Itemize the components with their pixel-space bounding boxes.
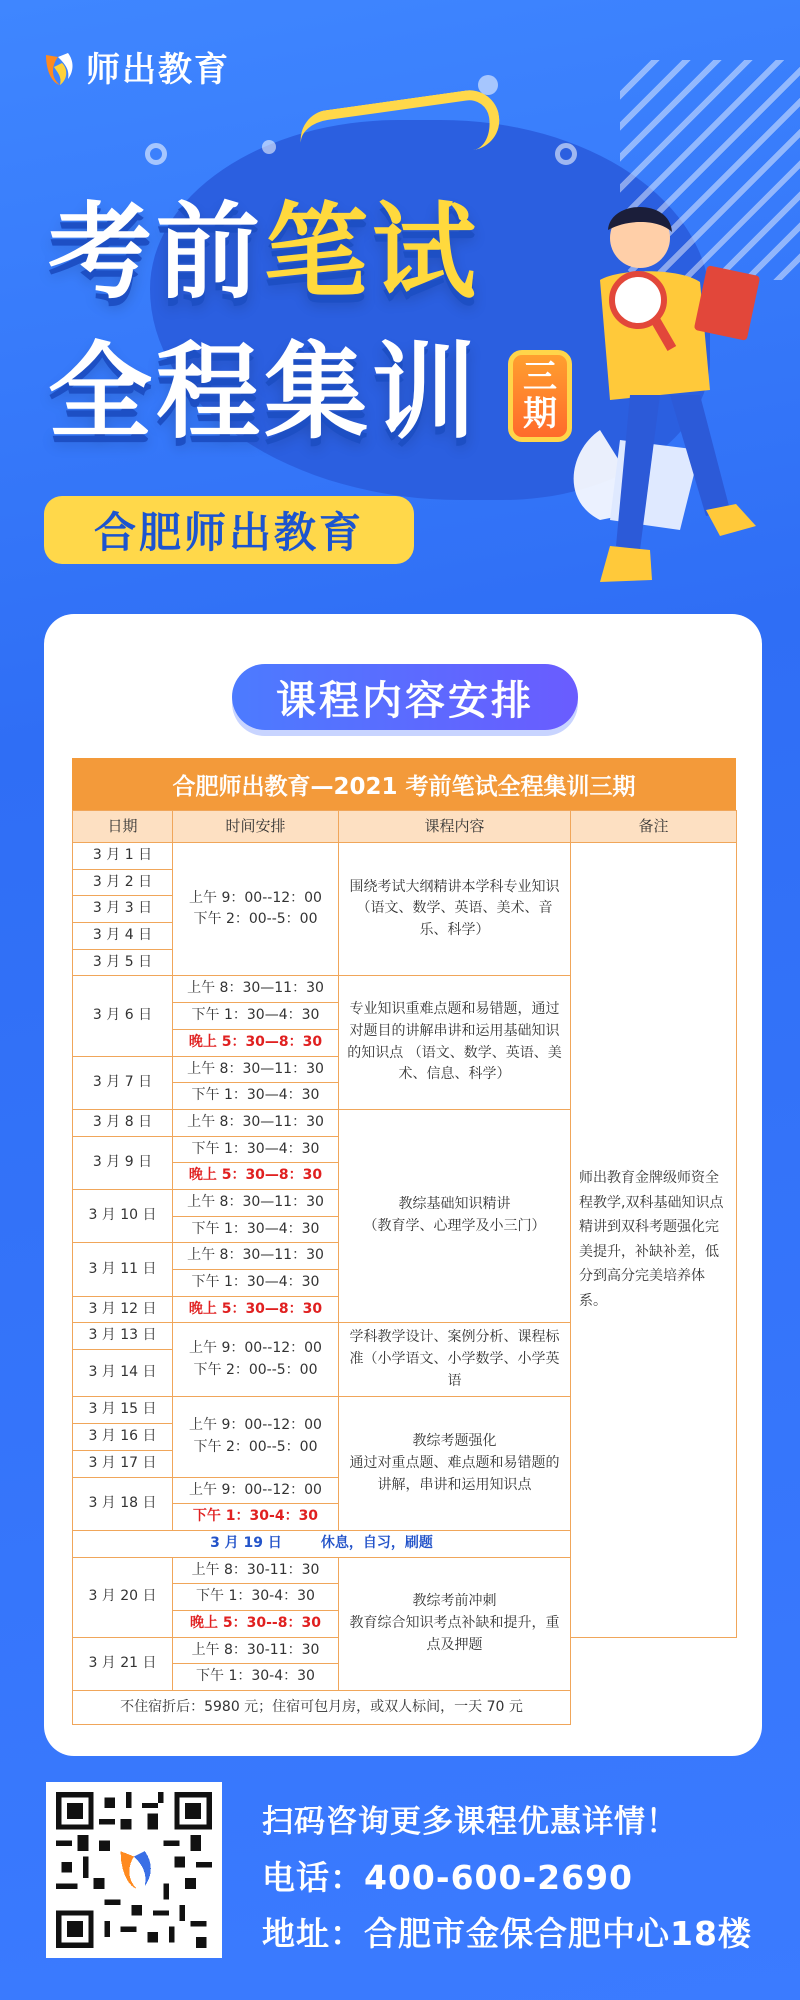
time-slot: 下午 2：00--5：00 (193, 1361, 318, 1378)
headline-line-1 (48, 191, 481, 313)
time-cell: 上午 8：30—11：30 (173, 1189, 339, 1216)
phase-badge-top: 三 (523, 356, 557, 397)
time-slot: 上午 9：00--12：00 (189, 889, 322, 906)
time-slot: 下午 2：00--5：00 (193, 1438, 318, 1455)
time-cell: 下午 1：30—4：30 (173, 1270, 339, 1297)
qr-code-icon (56, 1792, 212, 1948)
hero-banner (0, 0, 800, 640)
content-cell: 围绕考试大纲精讲本学科专业知识（语文、数学、英语、美术、音乐、科学） (339, 843, 571, 976)
time-cell: 上午 9：00--12：00 (173, 1477, 339, 1504)
content-cell (339, 1109, 571, 1323)
time-cell (173, 1397, 339, 1477)
time-cell: 下午 1：30—4：30 (173, 1003, 339, 1030)
headline-text: 考前 (48, 191, 265, 313)
time-slot: 下午 2：00--5：00 (193, 911, 318, 928)
time-cell: 下午 1：30—4：30 (173, 1083, 339, 1110)
headline-line-2: 全程集训 (48, 331, 481, 453)
time-slot: 上午 9：00--12：00 (189, 1417, 322, 1434)
phase-badge-bottom: 期 (523, 394, 557, 434)
schedule-table-wrapper (72, 758, 736, 1725)
schedule-table (72, 810, 737, 1725)
date-cell: 3 月 9 日 (73, 1136, 173, 1189)
brand-logo[interactable] (40, 42, 230, 91)
contact-address: 地址：合肥市金保合肥中心18楼 (262, 1914, 752, 1953)
header-date: 日期 (73, 811, 173, 843)
time-cell (173, 843, 339, 976)
content-line: （教育学、心理学及小三门） (363, 1218, 546, 1235)
content-line: 教育综合知识考点补缺和提升，重点及押题 (349, 1614, 560, 1653)
content-cell (339, 1397, 571, 1530)
date-cell: 3 月 10 日 (73, 1189, 173, 1242)
decorative-ring (555, 143, 577, 165)
date-cell: 3 月 8 日 (73, 1109, 173, 1136)
time-cell: 上午 8：30—11：30 (173, 1243, 339, 1270)
rest-text: 休息，自习，刷题 (320, 1534, 433, 1551)
header-content: 课程内容 (339, 811, 571, 843)
table-footer-row (73, 1691, 737, 1725)
flame-logo-icon (40, 47, 78, 87)
header-time: 时间安排 (173, 811, 339, 843)
content-cell (339, 1557, 571, 1690)
time-cell: 下午 1：30—4：30 (173, 1136, 339, 1163)
content-line: 通过对重点题、难点题和易错题的讲解，串讲和运用知识点 (349, 1454, 560, 1493)
content-line: 教综考前冲刺 (412, 1593, 497, 1610)
time-cell (173, 1323, 339, 1397)
date-cell: 3 月 3 日 (73, 896, 173, 923)
subtitle-pill: 合肥师出教育 (44, 496, 414, 564)
time-cell: 下午 1：30—4：30 (173, 1216, 339, 1243)
time-cell: 上午 8：30-11：30 (173, 1557, 339, 1584)
time-cell-evening: 晚上 5：30—8：30 (173, 1029, 339, 1056)
table-header-row (73, 811, 737, 843)
date-cell: 3 月 11 日 (73, 1243, 173, 1296)
content-line: 教综基础知识精讲 (398, 1196, 511, 1213)
contact-phone[interactable]: 电话：400-600-2690 (262, 1858, 634, 1897)
content-line: 教综考题强化 (412, 1433, 497, 1450)
date-cell: 3 月 15 日 (73, 1397, 173, 1424)
note-cell: 师出教育金牌级师资全程教学,双科基础知识点精讲到双科考题强化完美提升，补缺补差，低分到高分完美培养体系。 (571, 843, 737, 1638)
date-cell: 3 月 17 日 (73, 1450, 173, 1477)
brand-name: 师出教育 (86, 50, 230, 90)
date-cell: 3 月 20 日 (73, 1557, 173, 1637)
date-cell: 3 月 18 日 (73, 1477, 173, 1530)
time-cell: 上午 8：30—11：30 (173, 1109, 339, 1136)
time-cell: 上午 8：30—11：30 (173, 976, 339, 1003)
headline-highlight: 笔试 (264, 191, 481, 313)
date-cell: 3 月 14 日 (73, 1350, 173, 1397)
time-cell: 下午 1：30-4：30 (173, 1664, 339, 1691)
decorative-ring (145, 143, 167, 165)
date-cell: 3 月 1 日 (73, 843, 173, 870)
qr-code[interactable] (46, 1782, 222, 1958)
time-cell: 上午 8：30-11：30 (173, 1637, 339, 1664)
decorative-dot (262, 140, 276, 154)
section-title: 课程内容安排 (232, 664, 578, 730)
content-cell: 学科教学设计、案例分析、课程标准（小学语文、小学数学、小学英语 (339, 1323, 571, 1397)
contact-cta: 扫码咨询更多课程优惠详情！ (262, 1804, 678, 1840)
student-illustration (560, 190, 790, 620)
price-note: 不住宿折后：5980 元；住宿可包月房，或双人标间，一天 70 元 (73, 1691, 571, 1725)
time-cell: 下午 1：30-4：30 (173, 1584, 339, 1611)
time-cell-evening: 晚上 5：30—8：30 (173, 1163, 339, 1190)
date-cell: 3 月 13 日 (73, 1323, 173, 1350)
time-slot: 上午 9：00--12：00 (189, 1340, 322, 1357)
date-cell: 3 月 16 日 (73, 1424, 173, 1451)
date-cell: 3 月 12 日 (73, 1296, 173, 1323)
table-title: 合肥师出教育—2021 考前笔试全程集训三期 (72, 758, 736, 810)
date-cell: 3 月 6 日 (73, 976, 173, 1056)
rest-date: 3 月 19 日 (210, 1534, 282, 1551)
schedule-card (44, 614, 762, 1756)
date-cell: 3 月 4 日 (73, 923, 173, 950)
decorative-dot (478, 75, 498, 95)
time-cell-evening: 晚上 5：30—8：30 (173, 1296, 339, 1323)
date-cell: 3 月 7 日 (73, 1056, 173, 1109)
time-cell-evening: 晚上 5：30--8：30 (173, 1610, 339, 1637)
time-cell: 上午 8：30—11：30 (173, 1056, 339, 1083)
header-note: 备注 (571, 811, 737, 843)
rest-day-cell (73, 1530, 571, 1557)
content-cell: 专业知识重难点题和易错题，通过对题目的讲解串讲和运用基础知识的知识点 （语文、数学、英语、美术、信息、科学） (339, 976, 571, 1109)
time-cell-afternoon: 下午 1：30-4：30 (173, 1504, 339, 1531)
table-row (73, 843, 737, 870)
date-cell: 3 月 2 日 (73, 869, 173, 896)
date-cell: 3 月 5 日 (73, 949, 173, 976)
date-cell: 3 月 21 日 (73, 1637, 173, 1690)
